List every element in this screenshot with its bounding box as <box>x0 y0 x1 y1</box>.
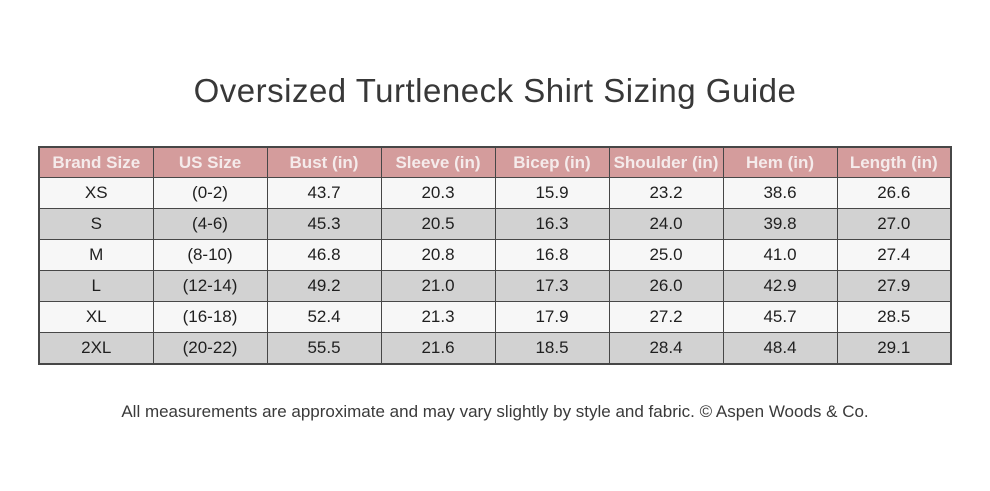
measurement-cell: 29.1 <box>837 333 951 364</box>
measurement-cell: 26.0 <box>609 271 723 302</box>
brand-size-cell: XL <box>39 302 153 333</box>
measurement-cell: 17.9 <box>495 302 609 333</box>
measurement-cell: 20.5 <box>381 209 495 240</box>
sizing-table <box>38 146 952 365</box>
measurement-cell: 43.7 <box>267 178 381 209</box>
table-row <box>39 271 951 302</box>
measurement-cell: (8-10) <box>153 240 267 271</box>
measurement-cell: 16.8 <box>495 240 609 271</box>
measurement-cell: 27.2 <box>609 302 723 333</box>
measurement-cell: 16.3 <box>495 209 609 240</box>
measurement-cell: 45.7 <box>723 302 837 333</box>
measurement-cell: 39.8 <box>723 209 837 240</box>
measurement-cell: 18.5 <box>495 333 609 364</box>
measurement-cell: 26.6 <box>837 178 951 209</box>
measurement-cell: 25.0 <box>609 240 723 271</box>
sizing-table-header <box>39 147 951 178</box>
measurement-cell: 45.3 <box>267 209 381 240</box>
measurement-cell: 46.8 <box>267 240 381 271</box>
measurement-cell: 42.9 <box>723 271 837 302</box>
column-header: Bicep (in) <box>495 147 609 178</box>
brand-size-cell: XS <box>39 178 153 209</box>
measurement-cell: 21.6 <box>381 333 495 364</box>
measurement-cell: 48.4 <box>723 333 837 364</box>
measurement-cell: (20-22) <box>153 333 267 364</box>
column-header: Length (in) <box>837 147 951 178</box>
column-header: Hem (in) <box>723 147 837 178</box>
measurement-cell: 28.4 <box>609 333 723 364</box>
brand-size-cell: S <box>39 209 153 240</box>
table-row <box>39 178 951 209</box>
table-row <box>39 209 951 240</box>
table-row <box>39 302 951 333</box>
header-row <box>39 147 951 178</box>
measurement-cell: 49.2 <box>267 271 381 302</box>
brand-size-cell: 2XL <box>39 333 153 364</box>
measurement-cell: 15.9 <box>495 178 609 209</box>
measurement-cell: 27.9 <box>837 271 951 302</box>
measurement-cell: 38.6 <box>723 178 837 209</box>
brand-size-cell: L <box>39 271 153 302</box>
measurement-cell: (16-18) <box>153 302 267 333</box>
brand-size-cell: M <box>39 240 153 271</box>
measurement-cell: 52.4 <box>267 302 381 333</box>
sizing-table-body <box>39 178 951 364</box>
column-header: Brand Size <box>39 147 153 178</box>
measurement-cell: (12-14) <box>153 271 267 302</box>
measurement-cell: 17.3 <box>495 271 609 302</box>
measurement-cell: 55.5 <box>267 333 381 364</box>
measurement-cell: 27.4 <box>837 240 951 271</box>
page-title: Oversized Turtleneck Shirt Sizing Guide <box>193 72 797 109</box>
measurement-cell: 24.0 <box>609 209 723 240</box>
measurement-cell: 41.0 <box>723 240 837 271</box>
table-row <box>39 333 951 364</box>
measurement-cell: 21.3 <box>381 302 495 333</box>
column-header: Bust (in) <box>267 147 381 178</box>
measurement-cell: 28.5 <box>837 302 951 333</box>
column-header: Sleeve (in) <box>381 147 495 178</box>
measurement-cell: 27.0 <box>837 209 951 240</box>
column-header: Shoulder (in) <box>609 147 723 178</box>
table-row <box>39 240 951 271</box>
column-header: US Size <box>153 147 267 178</box>
measurement-cell: 20.3 <box>381 178 495 209</box>
measurement-cell: 23.2 <box>609 178 723 209</box>
measurement-cell: (0-2) <box>153 178 267 209</box>
measurement-cell: (4-6) <box>153 209 267 240</box>
footer-disclaimer: All measurements are approximate and may vary slightly by style and fabric. © Aspen Woods & Co. <box>121 401 869 421</box>
measurement-cell: 20.8 <box>381 240 495 271</box>
measurement-cell: 21.0 <box>381 271 495 302</box>
